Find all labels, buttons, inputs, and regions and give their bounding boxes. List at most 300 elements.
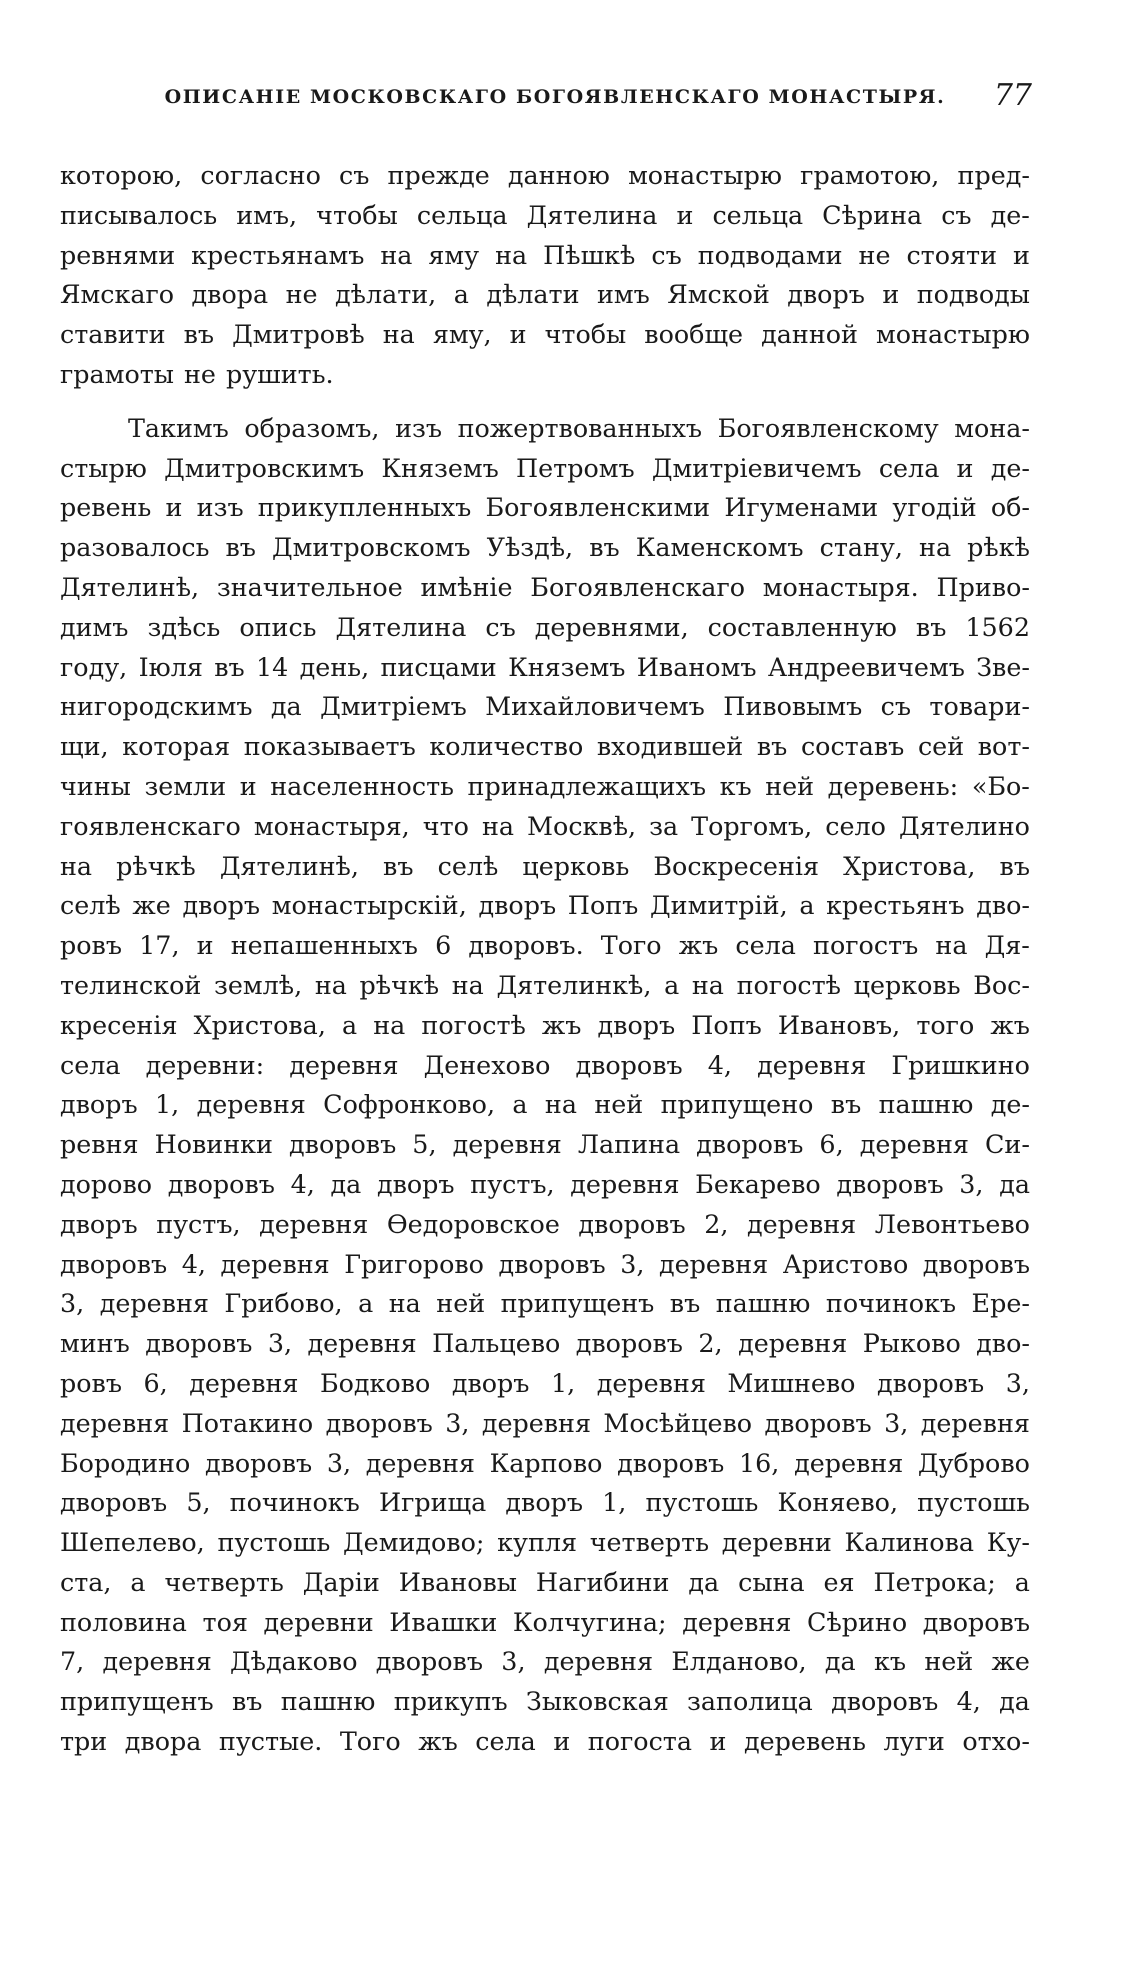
word: пустые.	[218, 1726, 323, 1757]
text-line	[60, 275, 1030, 315]
word: дворовъ	[922, 1248, 1030, 1279]
word: Ере-	[971, 1288, 1030, 1319]
word: Приво-	[936, 571, 1030, 602]
word: писцами	[380, 651, 497, 682]
word: Демидово;	[343, 1527, 485, 1558]
word: деревня	[307, 1328, 417, 1359]
word: 5,	[412, 1129, 437, 1160]
word: Того	[339, 1726, 401, 1757]
word: на	[380, 239, 413, 270]
word: Потакино	[181, 1407, 314, 1438]
word: ревня	[60, 1129, 139, 1160]
word: двора	[124, 1726, 202, 1757]
word: на	[382, 319, 415, 350]
word: Дмитровскимъ	[164, 452, 365, 483]
word: кресенія	[60, 1009, 178, 1040]
word: дво-	[976, 1328, 1030, 1359]
word: да	[688, 1566, 720, 1597]
word: Бородино	[60, 1447, 191, 1478]
word: 1,	[602, 1487, 627, 1518]
word: деревня	[289, 1049, 399, 1080]
text-line	[60, 1006, 1030, 1046]
word: на	[495, 239, 528, 270]
word: къ	[874, 1646, 907, 1677]
word: Пѣшкѣ	[543, 239, 636, 270]
word: дѣлати,	[335, 279, 437, 310]
word: тоя	[202, 1606, 248, 1637]
word: Княземъ	[381, 452, 499, 483]
word: дворовъ	[578, 1208, 686, 1239]
word: въ	[214, 651, 245, 682]
word: и	[1012, 239, 1030, 270]
word: и	[165, 492, 183, 523]
word: Денехово	[423, 1049, 551, 1080]
text-line	[60, 1682, 1030, 1722]
word: на	[919, 532, 952, 563]
word: 3,	[60, 1288, 85, 1319]
word: дво-	[976, 890, 1030, 921]
word: ней	[594, 1089, 644, 1120]
word: того	[916, 1009, 975, 1040]
word: въ	[756, 731, 788, 762]
word: монастырскій,	[271, 890, 467, 921]
text-line	[60, 847, 1030, 887]
word: съ	[941, 199, 972, 230]
word: Игуменами	[724, 492, 879, 523]
word: дворъ	[478, 890, 557, 921]
text-line	[60, 156, 1030, 196]
word: не	[285, 279, 318, 310]
word: гоявленскаго	[60, 810, 241, 841]
word: деревни	[721, 1527, 832, 1558]
word: которая	[122, 731, 231, 762]
word: а	[453, 279, 469, 310]
word: Колчугина;	[512, 1606, 667, 1637]
word: Дятелина	[335, 611, 467, 642]
word: Торгомъ,	[691, 810, 813, 841]
word: 2,	[704, 1208, 729, 1239]
word: подводы	[916, 279, 1030, 310]
word: припущенъ	[500, 1288, 655, 1319]
word: дворовъ	[60, 1248, 168, 1279]
word: деревня	[596, 1367, 706, 1398]
word: рѣкѣ	[967, 532, 1030, 563]
word: входившей	[596, 731, 744, 762]
word: не	[858, 239, 891, 270]
word: Уѣздѣ,	[486, 532, 574, 563]
word: дворовъ	[60, 1487, 168, 1518]
word: на	[451, 969, 484, 1000]
word: 1,	[550, 1367, 576, 1398]
word: рушить.	[225, 358, 334, 389]
word: Каменскомъ	[635, 532, 804, 563]
word: 4,	[290, 1168, 315, 1199]
word: дворовъ.	[468, 930, 584, 961]
word: 14	[256, 651, 289, 682]
word: щи,	[60, 731, 109, 762]
word: имъ,	[236, 199, 298, 230]
word: грамоты	[60, 358, 174, 389]
word: села	[878, 452, 940, 483]
word: церковь	[522, 850, 630, 881]
word: же	[991, 1646, 1030, 1677]
word: населенность	[270, 770, 454, 801]
word: Нагибини	[535, 1566, 670, 1597]
word: 1,	[155, 1089, 180, 1120]
word: Калинова	[844, 1527, 975, 1558]
word: жъ	[541, 1009, 582, 1040]
word: да	[999, 1168, 1030, 1199]
word: дворъ	[597, 1009, 676, 1040]
word: мона-	[954, 412, 1030, 443]
word: 2,	[698, 1328, 723, 1359]
word: монастырю	[876, 319, 1030, 350]
word: дворъ	[376, 1168, 455, 1199]
word: пожертвованныхъ	[457, 412, 703, 443]
word: 16,	[739, 1447, 780, 1478]
word: Дятелино	[898, 810, 1030, 841]
word: Сѣрина	[822, 199, 923, 230]
word: и	[553, 1726, 571, 1757]
word: опись	[239, 611, 317, 642]
word: Си-	[984, 1129, 1030, 1160]
word: деревня	[543, 1646, 654, 1677]
running-title: ОПИСАНІЕ МОСКОВСКАГО БОГОЯВЛЕНСКАГО МОНАСТЫРЯ.	[164, 86, 946, 108]
word: ней	[765, 770, 815, 801]
word: 3,	[620, 1248, 645, 1279]
word: 6,	[143, 1367, 168, 1398]
word: да	[270, 691, 302, 722]
word: Вос-	[973, 969, 1030, 1000]
word: 6	[435, 930, 452, 961]
word: количество	[429, 731, 584, 762]
word: дворовъ	[145, 1328, 253, 1359]
word: деревня	[738, 1328, 848, 1359]
word: Бодково	[319, 1367, 431, 1398]
word: села	[735, 930, 796, 961]
word: жъ	[418, 1726, 458, 1757]
word: изъ	[196, 492, 244, 523]
word: значительное	[216, 571, 403, 602]
word: что	[422, 810, 469, 841]
word: сельца	[416, 199, 508, 230]
word: Іюля	[138, 651, 203, 682]
word: яму	[428, 239, 480, 270]
word: Пивовымъ	[723, 691, 863, 722]
text-line	[60, 1324, 1030, 1364]
word: четверть	[589, 1527, 710, 1558]
word: крестьянъ	[826, 890, 965, 921]
word: да	[824, 1646, 856, 1677]
word: разовалось	[60, 532, 210, 563]
word: деревень:	[827, 770, 959, 801]
word: 3,	[445, 1407, 470, 1438]
word: пустошь	[217, 1527, 331, 1558]
word: Иваномъ	[636, 651, 757, 682]
text-line	[60, 608, 1030, 648]
word: составленную	[707, 611, 897, 642]
paragraph	[60, 156, 1030, 395]
text-line	[60, 926, 1030, 966]
word: 1562	[965, 611, 1030, 642]
word: Лапина	[577, 1129, 681, 1160]
text-line	[60, 1563, 1030, 1603]
word: Сѣрино	[807, 1606, 908, 1637]
word: крестьянамъ	[191, 239, 365, 270]
word: а	[512, 1089, 528, 1120]
text-line	[60, 1603, 1030, 1643]
word: припущено	[660, 1089, 814, 1120]
word: погостѣ	[421, 1009, 526, 1040]
word: рѣчкѣ	[116, 850, 196, 881]
word: деревня	[102, 1646, 212, 1677]
word: и	[196, 930, 214, 961]
word: 4,	[707, 1049, 732, 1080]
word: чтобы	[544, 319, 627, 350]
word: стояти	[906, 239, 997, 270]
word: дорово	[60, 1168, 153, 1199]
word: селѣ	[60, 890, 121, 921]
word: дворъ	[451, 1367, 530, 1398]
word: а	[342, 1009, 358, 1040]
word: Аристово	[782, 1248, 909, 1279]
word: пустошь	[917, 1487, 1030, 1518]
text-line	[60, 1722, 1030, 1762]
word: дворъ	[60, 1089, 138, 1120]
word: деревни	[263, 1606, 374, 1637]
text-line	[60, 807, 1030, 847]
word: ея	[823, 1566, 855, 1597]
word: Дмитровѣ	[232, 319, 365, 350]
text-line	[60, 648, 1030, 688]
word: Карпово	[489, 1447, 603, 1478]
word: деревень	[744, 1726, 867, 1757]
word: 3,	[884, 1407, 909, 1438]
word: дворъ	[60, 1208, 138, 1239]
word: деревня	[794, 1447, 904, 1478]
word: ревнями	[60, 239, 176, 270]
word: Ивановы	[398, 1566, 517, 1597]
text-line	[60, 767, 1030, 807]
text-line	[60, 1046, 1030, 1086]
text-line	[60, 1125, 1030, 1165]
word: жъ	[990, 1009, 1030, 1040]
word: деревни:	[145, 1049, 265, 1080]
word: Ивашки	[389, 1606, 498, 1637]
word: прежде	[387, 160, 490, 190]
word: дворъ	[787, 279, 865, 310]
word: деревня	[658, 1248, 769, 1279]
word: ней	[436, 1288, 486, 1319]
word: 6,	[819, 1129, 844, 1160]
word: де-	[990, 1089, 1030, 1120]
word: деревнями,	[534, 611, 689, 642]
word: минъ	[60, 1328, 130, 1359]
word: Дятелина	[526, 199, 658, 230]
word: согласно	[200, 160, 321, 190]
word: двора	[191, 279, 269, 310]
word: села	[475, 1726, 536, 1757]
word: прикупленныхъ	[257, 492, 472, 523]
word: а	[664, 969, 680, 1000]
word: сына	[738, 1566, 805, 1597]
word: дѣлати	[486, 279, 580, 310]
word: дворовъ	[167, 1168, 275, 1199]
word: деревня	[682, 1606, 792, 1637]
word: дворовъ	[289, 1129, 397, 1160]
word: Дятелинѣ,	[219, 850, 359, 881]
body-text	[60, 156, 1030, 1762]
word: заполица	[687, 1686, 813, 1717]
word: Мосѣйцево	[603, 1407, 753, 1438]
word: Ямской	[667, 279, 770, 310]
word: дворовъ	[831, 1686, 939, 1717]
word: въ	[231, 1686, 263, 1717]
word: монастыря.	[762, 571, 919, 602]
word: де-	[990, 452, 1030, 483]
word: ровъ	[60, 930, 122, 961]
word: нигородскимъ	[60, 691, 253, 722]
word: дворовъ	[204, 1447, 313, 1478]
word: Пальцево	[432, 1328, 561, 1359]
word: ровъ	[60, 1367, 122, 1398]
word: а	[799, 890, 815, 921]
word: рѣчкѣ	[359, 969, 440, 1000]
word: образомъ,	[244, 412, 380, 443]
word: деревня	[747, 1208, 857, 1239]
text-line	[60, 1444, 1030, 1484]
word: 3,	[501, 1646, 526, 1677]
word: Ку-	[986, 1527, 1030, 1558]
word: Богоявленскому	[717, 412, 939, 443]
word: дворъ	[182, 890, 261, 921]
text-line	[60, 966, 1030, 1006]
word: на	[373, 1009, 406, 1040]
word: Левонтьево	[874, 1208, 1030, 1239]
word: 3,	[959, 1168, 984, 1199]
word: деревня	[189, 1367, 299, 1398]
word: стырю	[60, 452, 147, 483]
running-head	[60, 78, 1050, 118]
word: пустошь	[645, 1487, 759, 1518]
word: Софронково,	[323, 1089, 496, 1120]
word: Петромъ	[516, 452, 635, 483]
word: Игрища	[378, 1487, 487, 1518]
word: димъ	[60, 611, 129, 642]
word: починокъ	[229, 1487, 360, 1518]
word: села	[60, 1049, 121, 1080]
text-line	[60, 886, 1030, 926]
word: Зыковская	[526, 1686, 669, 1717]
word: Даріи	[302, 1566, 380, 1597]
word: сей	[917, 731, 965, 762]
word: Гришкино	[891, 1049, 1030, 1080]
word: пред-	[957, 160, 1030, 190]
word: а	[358, 1288, 374, 1319]
text-line	[60, 1085, 1030, 1125]
word: церковь	[853, 969, 961, 1000]
word: 5,	[186, 1487, 211, 1518]
word: и	[882, 279, 900, 310]
word: дворовъ	[836, 1168, 944, 1199]
word: да	[999, 1686, 1030, 1717]
word: прикупъ	[393, 1686, 508, 1717]
word: дворовъ	[696, 1129, 804, 1160]
word: Михайловичемъ	[485, 691, 705, 722]
text-line	[60, 568, 1030, 608]
word: 4,	[181, 1248, 206, 1279]
word: Дѣдаково	[230, 1646, 358, 1677]
word: ревень	[60, 492, 152, 523]
word: Елданово,	[671, 1646, 807, 1677]
word: яму,	[432, 319, 492, 350]
word: деревня	[859, 1129, 969, 1160]
word: Попъ	[691, 1009, 762, 1040]
word: Такимъ	[128, 412, 229, 443]
word: деревня	[196, 1089, 306, 1120]
word: Княземъ	[508, 651, 626, 682]
word: де-	[990, 199, 1030, 230]
word: Дмитріемъ	[320, 691, 467, 722]
word: три	[60, 1726, 108, 1757]
word: дворъ	[505, 1487, 584, 1518]
word: принадлежащихъ	[467, 770, 706, 801]
word: пашню	[280, 1686, 376, 1717]
word: деревня	[60, 1407, 170, 1438]
word: и	[956, 452, 974, 483]
word: деревня	[481, 1407, 592, 1438]
word: въ	[999, 850, 1030, 881]
word: товари-	[929, 691, 1030, 722]
word: сельца	[712, 199, 804, 230]
text-line	[60, 687, 1030, 727]
word: Зве-	[976, 651, 1030, 682]
word: составъ	[800, 731, 905, 762]
word: Ѳедоровское	[386, 1208, 560, 1239]
word: Дятелинѣ,	[60, 571, 200, 602]
word: земли	[144, 770, 227, 801]
word: показываетъ	[243, 731, 416, 762]
text-line	[60, 1364, 1030, 1404]
word: 17,	[139, 930, 180, 961]
word: дворовъ	[764, 1407, 872, 1438]
text-line	[60, 355, 1030, 395]
paragraph-gap	[60, 395, 1030, 409]
text-line	[60, 1245, 1030, 1285]
word: пустъ,	[470, 1168, 555, 1199]
word: 3,	[326, 1447, 352, 1478]
word: въ	[225, 532, 256, 563]
word: монастырю	[628, 160, 782, 190]
word: деревня	[365, 1447, 475, 1478]
word: Ивановъ,	[777, 1009, 901, 1040]
word: въ	[183, 319, 215, 350]
text-line	[60, 1284, 1030, 1324]
word: на	[544, 1089, 577, 1120]
word: об-	[990, 492, 1030, 523]
text-line	[60, 727, 1030, 767]
word: на	[691, 969, 724, 1000]
word: ней	[924, 1646, 974, 1677]
word: данною	[507, 160, 610, 190]
word: въ	[830, 1089, 862, 1120]
word: въ	[589, 532, 620, 563]
word: ставити	[60, 319, 166, 350]
word: Дмитровскомъ	[272, 532, 471, 563]
word: «Бо-	[971, 770, 1030, 801]
word: Москвѣ,	[527, 810, 637, 841]
word: году,	[60, 651, 128, 682]
